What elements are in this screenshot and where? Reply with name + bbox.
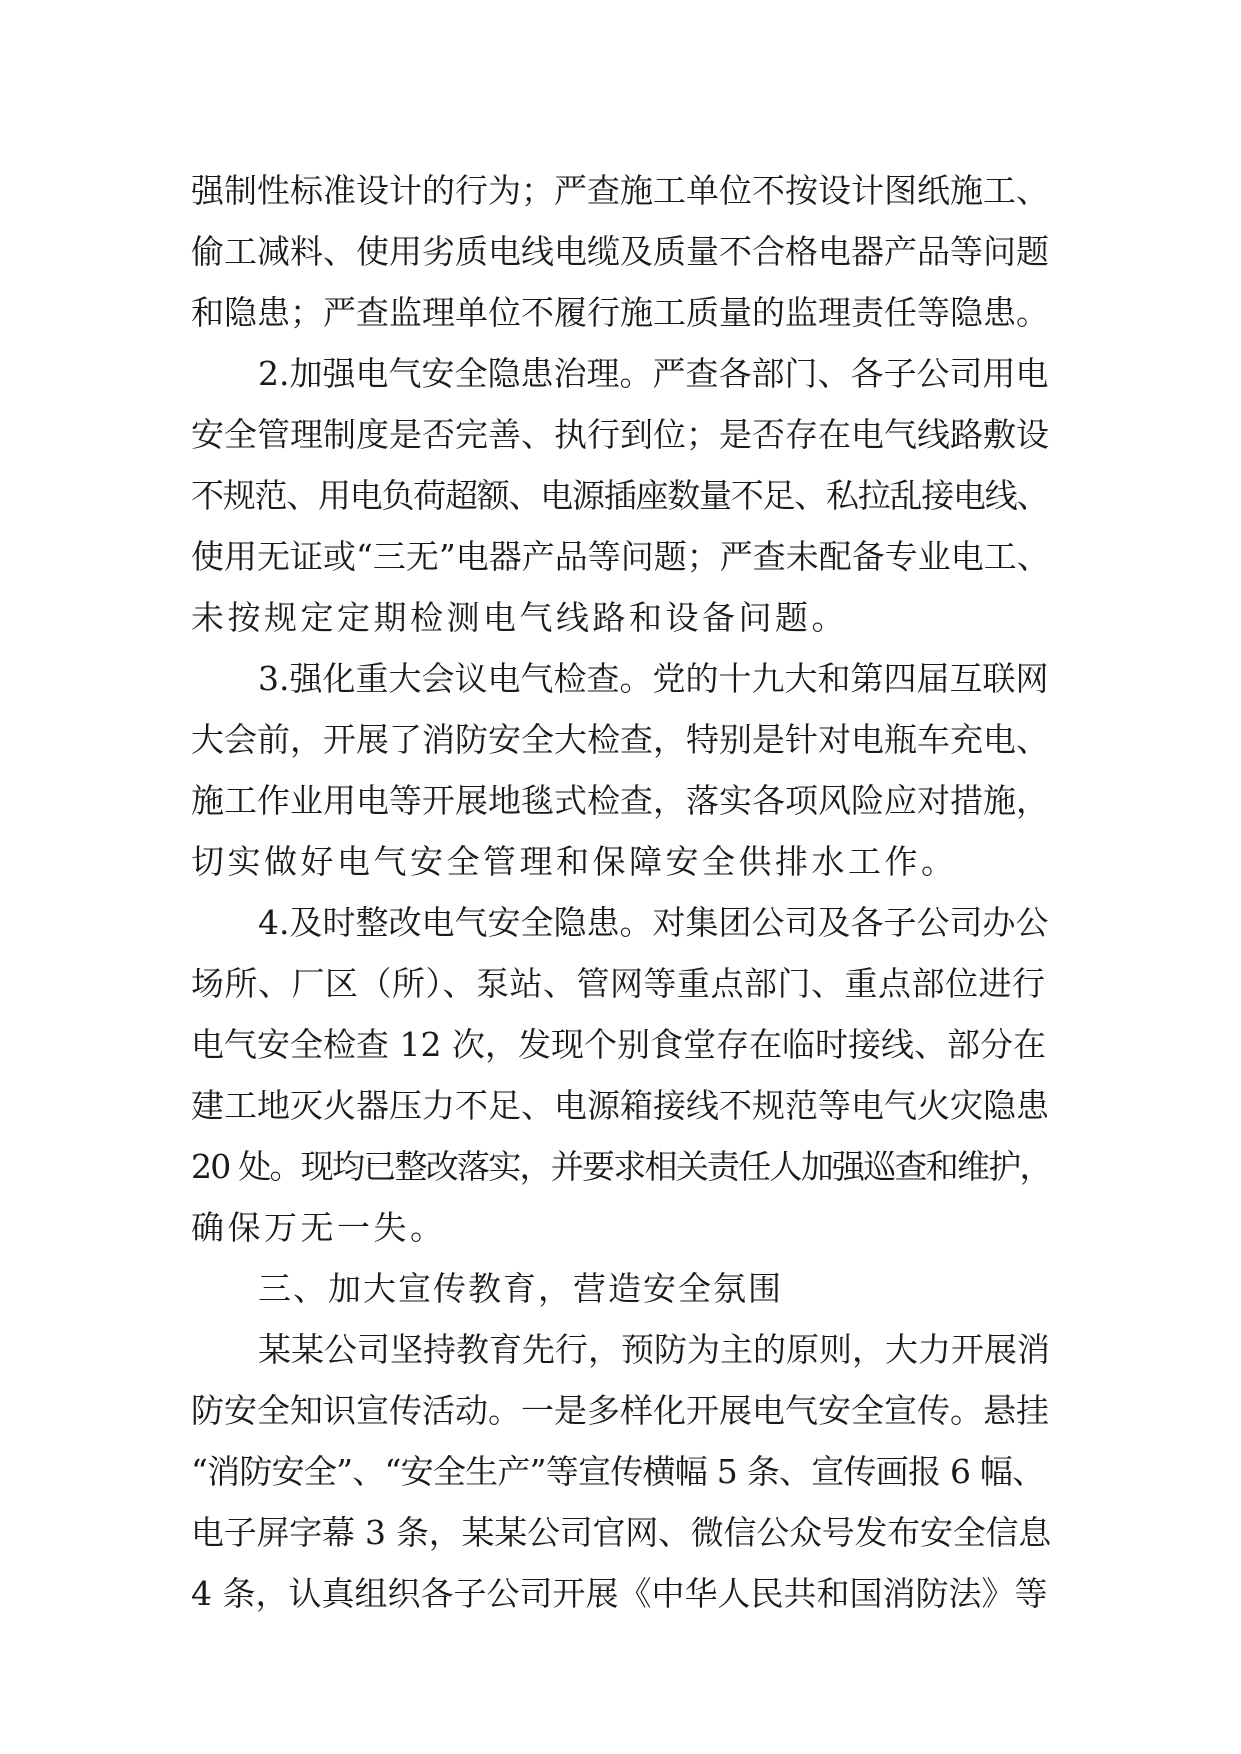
text-line: 未按规定定期检测电气线路和设备问题。 — [191, 598, 848, 637]
text-line: 不规范、用电负荷超额、电源插座数量不足、私拉乱接电线、 — [191, 476, 1049, 515]
paragraph-start-line: 某某公司坚持教育先行，预防为主的原则，大力开展消 — [258, 1330, 1050, 1369]
document-body — [191, 160, 1051, 1624]
section-heading: 三、加大宣传教育，营造安全氛围 — [258, 1269, 783, 1308]
text-line: 电子屏字幕 3 条，某某公司官网、微信公众号发布安全信息 — [191, 1513, 1051, 1552]
text-line: 切实做好电气安全管理和保障安全供排水工作。 — [191, 842, 958, 881]
paragraph-start-line: 2.加强电气安全隐患治理。严查各部门、各子公司用电 — [258, 354, 1049, 393]
paragraph-start-line: 3.强化重大会议电气检查。党的十九大和第四届互联网 — [258, 659, 1049, 698]
text-line: 偷工减料、使用劣质电线电缆及质量不合格电器产品等问题 — [191, 232, 1049, 271]
text-line: 20 处。现均已整改落实，并要求相关责任人加强巡查和维护， — [191, 1147, 1051, 1186]
text-line: 大会前，开展了消防安全大检查，特别是针对电瓶车充电、 — [191, 720, 1049, 759]
text-line: 和隐患；严查监理单位不履行施工质量的监理责任等隐患。 — [191, 293, 1049, 332]
text-line: 施工作业用电等开展地毯式检查，落实各项风险应对措施， — [191, 781, 1049, 820]
text-line: 防安全知识宣传活动。一是多样化开展电气安全宣传。悬挂 — [191, 1391, 1049, 1430]
text-line: 安全管理制度是否完善、执行到位；是否存在电气线路敷设 — [191, 415, 1049, 454]
paragraph-start-line: 4.及时整改电气安全隐患。对集团公司及各子公司办公 — [258, 903, 1049, 942]
text-line: 建工地灭火器压力不足、电源箱接线不规范等电气火灾隐患 — [191, 1086, 1049, 1125]
text-line: 确保万无一失。 — [191, 1208, 447, 1247]
text-line: 强制性标准设计的行为；严查施工单位不按设计图纸施工、 — [191, 171, 1049, 210]
text-line: 4 条，认真组织各子公司开展《中华人民共和国消防法》等 — [191, 1574, 1048, 1613]
text-line: 场所、厂区（所）、泵站、管网等重点部门、重点部位进行 — [191, 964, 1046, 1003]
text-line: 使用无证或“三无”电器产品等问题；严查未配备专业电工、 — [191, 537, 1050, 576]
text-line: “消防安全”、“安全生产”等宣传横幅 5 条、宣传画报 6 幅、 — [191, 1452, 1045, 1491]
text-line: 电气安全检查 12 次，发现个别食堂存在临时接线、部分在 — [191, 1025, 1046, 1064]
